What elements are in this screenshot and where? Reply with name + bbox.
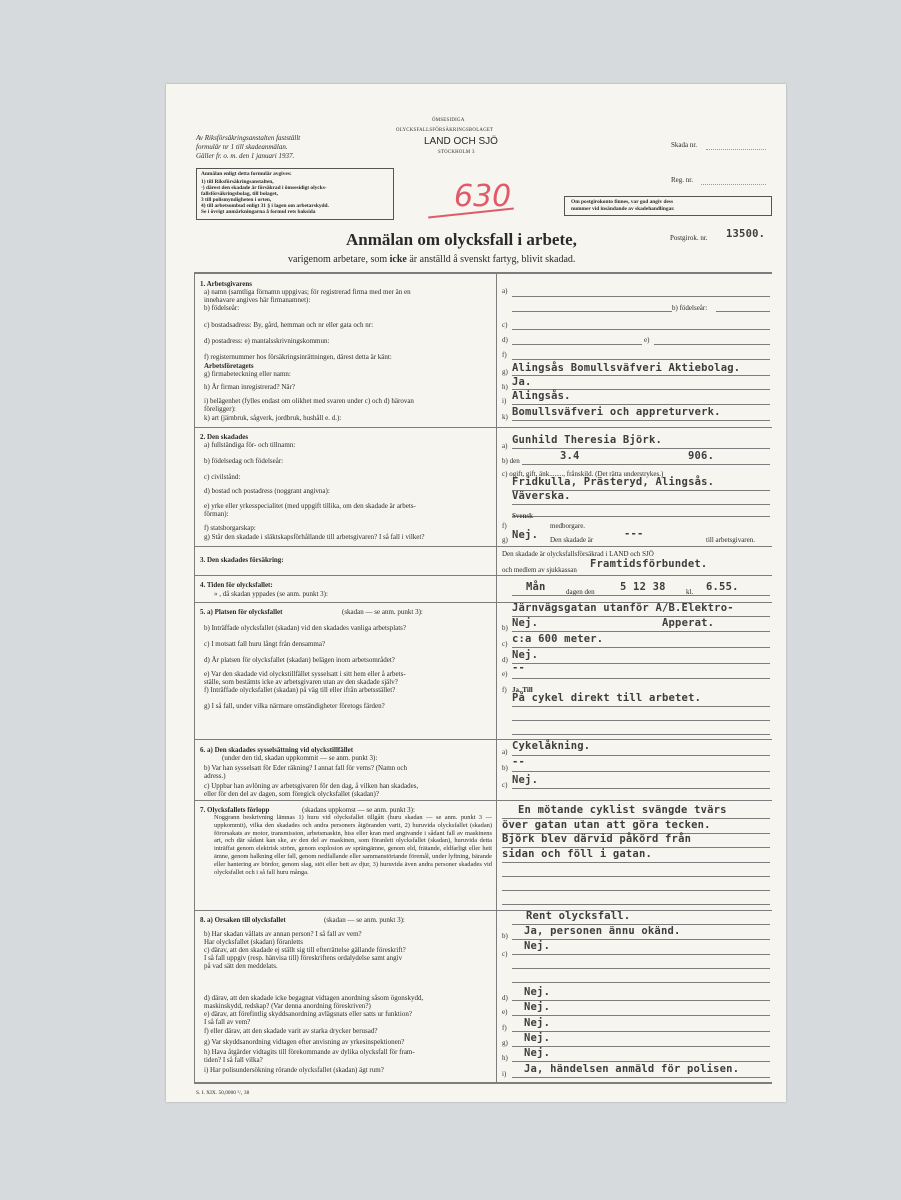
s5-answer-b: Nej.	[512, 617, 539, 629]
s8-answer-g: Nej.	[524, 1032, 551, 1044]
s2-title: 2. Den skadades	[200, 433, 249, 441]
s7-instructions: Noggrann beskrivning lämnas 1) huru vid olycksfallet tillgått (huru skadan — se anm. punkt 3 — uppkommit), vilka den skadades och andra personers åtgöranden varit, 2) huruvida olycksfallet (skadan) förorsakats av motor, transmission, arbetsmaskin, hiss eller kran med angivande i sådant fall av maskinens art, och där sådant kan ske, av den del av maskinen, som föranlett olycksfallet (skadan), huruvida detta inträffat genom elektrisk ström, genom explosion av sprängämne, genom eld, frätande, eldfarligt eller hett ämne, genom halkning eller fall, genom nedfallande eller sammanstörtande föremål, under lyftning, bärande eller hantering av bördor, genom slag, stöt eller bett av djur, 3) huruvida även andra personer skadades vid olycksfallet och i så fall huru många.	[214, 814, 492, 876]
s8-q-d2: maskinskydd, redskap? (Var denna anordning föreskriven?)	[204, 1002, 371, 1010]
s5-answer-d: Nej.	[512, 649, 539, 661]
s1-q-i2: föreligger):	[204, 405, 236, 413]
s6-q-b: b) Var han sysselsatt för Eder räkning? I annat fall för vems? (Namn och	[204, 764, 407, 772]
s4-q-2: » , då skadan yppades (se anm. punkt 3):	[214, 590, 328, 598]
s1-q-f: f) registernummer hos försäkringsinrättningen, därest detta är känt:	[204, 353, 392, 361]
s6-q-c2: eller för den del av dagen, som föregick olycksfallet (skadan)?	[204, 790, 379, 798]
s5-q-g: g) I så fall, under vilka närmare omständigheter företogs färden?	[204, 702, 385, 710]
s8-q-c: c) därav, att den skadade ej ställt sig till efterrättelse gällande föreskrift?	[204, 946, 406, 954]
s3-title: 3. Den skadades försäkring:	[200, 556, 284, 564]
s5-q-e: e) Var den skadade vid olyckstillfället sysselsatt i sitt hem eller å arbets-	[204, 670, 406, 678]
s2-answer-relation: ---	[624, 528, 644, 540]
s1-q-k: k) art (järnbruk, sågverk, jordbruk, hushåll e. d.):	[204, 414, 342, 422]
s5-answer-c: c:a 600 meter.	[512, 633, 604, 645]
authority-line-2: formulär nr 1 till skadeanmälan.	[196, 143, 288, 151]
instructions-box	[196, 168, 394, 220]
s8-q-e2: I så fall av vem?	[204, 1018, 251, 1026]
s8-answer-i: Ja, händelsen anmäld för polisen.	[524, 1063, 740, 1075]
s4-kl-label: kl.	[686, 588, 694, 596]
s1-q-d: d) postadress: e) mantalsskrivningskommun:	[204, 337, 330, 345]
s5-q-d: d) Är platsen för olycksfallet (skadan) belägen inom arbetsområdet?	[204, 656, 395, 664]
s5-answer-e: --	[512, 662, 526, 674]
s2-q-e: e) yrke eller yrkesspecialitet (med uppgift tillika, om den skadade är arbets-	[204, 502, 416, 510]
s1-q-a2: innehavare angives här firmanamnet):	[204, 296, 311, 304]
skada-label: Skada nr.	[671, 141, 698, 149]
s1-answer-i: Alingsås.	[512, 390, 571, 402]
s1-answer-h: Ja.	[512, 376, 532, 388]
s6-answer-a: Cykelåkning.	[512, 740, 591, 752]
form-subtitle	[288, 254, 575, 265]
s5-q-b: b) Inträffade olycksfallet (skadan) vid den skadades vanliga arbetsplats?	[204, 624, 407, 632]
s5-title: 5. a) Platsen för olycksfallet	[200, 608, 283, 616]
s7-title: 7. Olycksfallets förlopp	[200, 806, 270, 814]
s8-q-c3: på vad sätt den meddelats.	[204, 962, 278, 970]
s4-title: 4. Tiden för olycksfallet:	[200, 581, 273, 589]
form-print-code: S. I. XIX. 50,0000 ⁵/₁ 38	[196, 1090, 250, 1096]
s5-q-f: f) Inträffade olycksfallet (skadan) på väg till eller ifrån arbetsstället?	[204, 686, 396, 694]
s8-q-e: e) därav, att förefintlig skyddsanordning avlägsnats eller satts ur funktion?	[204, 1010, 412, 1018]
s1-answer-g: Alingsås Bomullsväfveri Aktiebolag.	[512, 362, 741, 374]
s2-right-g: Den skadade är	[550, 536, 594, 544]
s8-title-b: (skadan — se anm. punkt 3):	[324, 916, 405, 924]
instruction-line: 3 till polismyndigheten i orten,	[201, 197, 272, 203]
s5-answer-g: På cykel direkt till arbetet.	[512, 692, 702, 704]
s6-answer-c: Nej.	[512, 774, 539, 786]
s8-answer-f: Nej.	[524, 1017, 551, 1029]
s2-right-b: b) den	[502, 457, 520, 465]
s7-answer-line-2: över gatan utan att göra tecken.	[502, 819, 711, 831]
instruction-line: ·) därest den skadade är försäkrad i ömsesidigt olycks-	[201, 185, 327, 191]
s5-answer-a: Järnvägsgatan utanför A/B.Elektro-	[512, 602, 734, 614]
company-top: ÖMSESIDIGA	[432, 118, 465, 123]
s2-q-e2: förman):	[204, 510, 229, 518]
subtitle-part: är anställd å svenskt fartyg, blivit skadad.	[409, 254, 576, 265]
postgiro-note-line: Om postgirokonto finnes, var god angiv dess	[571, 199, 674, 205]
s8-answer-e: Nej.	[524, 1001, 551, 1013]
s1-q-g: g) firmabeteckning eller namn:	[204, 370, 291, 378]
s2-answer-address: Fridkulla, Prästeryd, Alingsås.	[512, 476, 715, 488]
s1-q-i: i) belägenhet (fylles endast om olikhet med svaren under c) och d) härovan	[204, 397, 414, 405]
s8-q-h2: tiden? I så fall vilka?	[204, 1056, 263, 1064]
s4-answer-time: 6.55.	[706, 581, 739, 593]
s6-q-c: c) Uppbar han avlöning av arbetsgivaren för den dag, å vilken han skadades,	[204, 782, 419, 790]
s8-title: 8. a) Orsaken till olycksfallet	[200, 916, 286, 924]
s1-q-b: b) födelseår:	[204, 304, 240, 312]
s2-answer-citizenship: Svensk	[512, 512, 534, 520]
s1-title: 1. Arbetsgivarens	[200, 280, 252, 288]
instruction-line: 4) till arbetsombud enligt 31 § i lagen om arbetarskydd.	[201, 203, 329, 209]
s7-answer-line-1: En mötande cyklist svängde tvärs	[518, 804, 727, 816]
s7-answer-line-4: sidan och föll i gatan.	[502, 848, 652, 860]
s3-right-2: och medlem av sjukkassan	[502, 566, 577, 574]
s2-right-g2: till arbetsgivaren.	[706, 536, 755, 544]
s6-answer-b: --	[512, 756, 526, 768]
postgirok-label: Postgirok. nr.	[670, 234, 708, 242]
instruction-line: 1) till Riksförsäkringsanstalten,	[201, 179, 274, 185]
postgiro-note-line: nummer vid insändande av skadehandlingar.	[571, 206, 675, 212]
company-subtitle: OLYCKSFALLSFÖRSÄKRINGSBOLAGET	[396, 128, 494, 133]
s4-answer-date: 5 12 38	[620, 581, 666, 593]
s7-title-b: (skadans uppkomst — se anm. punkt 3):	[302, 806, 415, 814]
s8-answer-c: Nej.	[524, 940, 551, 952]
s5-q-c: c) I motsatt fall huru långt från densamma?	[204, 640, 326, 648]
s8-answer-b: Ja, personen ännu okänd.	[524, 925, 681, 937]
s3-answer-sjukkassa: Framtidsförbundet.	[590, 558, 708, 570]
red-handwritten-mark: 630	[454, 179, 512, 214]
s7-answer-line-3: Björk blev därvid påkörd från	[502, 833, 692, 845]
instructions-title: Anmälan enligt detta formulär avgives:	[201, 171, 292, 177]
s1-answer-k: Bomullsväfveri och appreturverk.	[512, 406, 721, 418]
s8-q-b2: Har olycksfallet (skadan) föranletts	[204, 938, 303, 946]
s5-title-b: (skadan — se anm. punkt 3):	[342, 608, 423, 616]
s4-answer-day: Mån	[526, 581, 546, 593]
s5-answer-a2: Apperat.	[662, 617, 715, 629]
company-city: STOCKHOLM 3	[438, 150, 475, 155]
form-sheet: Av Riksförsäkringsanstalten fastställt formulär nr 1 till skadeanmälan. Gäller fr. o. m. den 1 januari 1937. Anmälan enligt detta formulär avgives: 1) till Riksförsäkringsanstalten, ·) därest den skadade är försäkrad i ömsesidigt olycks- fallsförsäkringsbolag, till bolaget, 3 till polismyndigheten i orten, 4) till arbetsombud enligt 31 § i lagen om arbetarskydd. Se i övrigt anmärkningarna å formul rets baksida ÖMSESIDIGA OLYCKSFALLSFÖRSÄKRINGSBOLAGET LAND OCH SJÖ STOCKHOLM 3 Skada nr. Reg. nr. 630 Om postgirokonto finnes, var god angiv dess nummer vid insändande av skadehandlingar. Anmälan om olycksfall i arbete, varigenom arbetare, som icke är anställd å svenskt fartyg, blivit skadad. Postgirok. nr. 13500. 1. Arbetsgivarens a) namn (samtliga förnamn uppgivas; för registrerad firma med mer än en innehavare angives här firmanamnet): b) födelseår: c) bostadsadress: By, gård, hemman och nr eller gata och nr: d) postadress: e) mantalsskrivningskommun: f) registernummer hos försäkringsinrättningen, därest detta är känt: Arbetsföretagets g) firmabeteckning eller namn: h) Är firman inregistrerad? När? i) belägenhet (fylles endast om olikhet med svaren under c) och d) härovan föreligger): k) art (järnbruk, sågverk, jordbruk, hushåll e. d.): a) b) födelseår: c) d) e) f) g) Alingsås Bomullsväfveri Aktiebolag. h) Ja. i) Alingsås. k) Bomullsväfveri och appreturverk. 2. Den skadades a) fullständiga för- och tillnamn: b) födelsedag och födelseår: c) civilstånd: d) bostad och postadress (noggrant angivna): e) yrke eller yrkesspecialitet (med uppgift tillika, om den skadade är arbets- förman): f) statsborgarskap: g) Står den skadade i släktskapsförhållande till arbetsgivaren? I så fall i vilket? a) Gunhild Theresia Björk. b) den 3.4 906. c) ogift, gift, änk........, frånskild. (Det rätta understrykes.) Fridkulla, Prästeryd, Alingsås. Väverska. f) Svensk medborgare. g) Nej. Den skadade är --- till arbetsgivaren. 3. Den skadades försäkring: Den skadade är olycksfallsförsäkrad i LAND och SJÖ och medlem av sjukkassan Framtidsförbundet. 4. Tiden för olycksfallet: » , då skadan yppades (se anm. punkt 3): Mån 5 12 38 6.55. dagen den kl. 5. a) Platsen för olycksfallet (skadan — se anm. punkt 3): b) Inträffade olycksfallet (skadan) vid den skadades vanliga arbetsplats? c) I motsatt fall huru långt från densamma? d) Är platsen för olycksfallet (skadan) belägen inom arbetsområdet? e) Var den skadade vid olyckstillfället sysselsatt i sitt hem eller å arbets- ställe, som bestämts icke av arbetsgivaren utan av den skadade själv? f) Inträffade olycksfallet (skadan) på väg till eller ifrån arbetsstället? g) I så fall, under vilka närmare omständigheter företogs färden? Järnvägsgatan utanför A/B.Elektro- b) Nej. Apperat. c) c:a 600 meter. d) Nej. e) -- f) Ja. Till På cykel direkt till arbetet. 6. a) Den skadades sysselsättning vid olyckstillfället (under den tid, skadan uppkommit — se anm. punkt 3): b) Var han sysselsatt för Eder räkning? I annat fall för vems? (Namn och adress.) c) Uppbar han avlöning av arbetsgivaren för den dag, å vilken han skadades, eller för den del av dagen, som föregick olycksfallet (skadan)? a) Cykelåkning. b) -- c) Nej. 7. Olycksfallets förlopp (skadans uppkomst — se anm. punkt 3): Noggrann beskrivning lämnas 1) huru vid olycksfallet tillgått (huru skadan — se anm. punkt 3 — uppkommit), vilka den skadades och andra personers åtgöranden varit, 2) huruvida olycksfallet (skadan) förorsakats av motor, transmission, arbetsmaskin, hiss eller kran med angivande i sådant fall av maskinens art, och där sådant kan ske, av den del av maskinen, som föranlett olycksfallet (skadan), huruvida detta inträffat genom elektrisk ström, genom explosion av sprängämne, genom eld, frätande, eldfarligt eller hett ämne, genom halkning eller fall, genom nedfallande eller sammanstörtande föremål, under lyftning, bärande eller hantering av bördor, genom slag, stöt eller bett av djur, 3) huruvida även andra personer skadades vid olycksfallet och i så fall huru många. En mötande cyklist svängde tvärs över gatan utan att göra tecken. Björk blev därvid påkörd från sidan och föll i gatan. 8. a) Orsaken till olycksfallet (skadan — se anm. punkt 3): b) Har skadan vållats av annan person? I så fall av vem? Har olycksfallet (skadan) föranletts c) därav, att den skadade ej ställt sig till efterrättelse gällande föreskrift? I så fall uppgiv (resp. hänvisa till) föreskriftens ordalydelse samt angiv på vad sätt den meddelats. d) därav, att den skadade icke begagnat vidtagen anordning såsom ögonskydd, maskinskydd, redskap? (Var denna anordning föreskriven?) e) därav, att förefintlig skyddsanordning avlägsnats eller satts ur funktion? I så fall av vem? f) eller därav, att den skadade varit av starka drycker berusad? g) Var skyddsanordning vidtagen efter anvisning av yrkesinspektionen? h) Hava åtgärder vidtagits till förekommande av dylika olycksfall för fram- tiden? I så fall vilka? i) Har polisundersökning rörande olycksfallet (skadan) ägt rum? Rent olycksfall. b) Ja, personen ännu okänd. c) Nej. d) Nej. e) Nej. f) Nej. g) Nej. h) Nej. i) Ja, händelsen anmäld för polisen. S. I. XIX. 50,0000 ⁵/₁ 38	[166, 84, 786, 1102]
s8-q-i: i) Har polisundersökning rörande olycksfallet (skadan) ägt rum?	[204, 1066, 384, 1074]
s4-dagen-label: dagen den	[566, 588, 595, 596]
s2-answer-birthday: 3.4	[560, 450, 580, 462]
postgiro-note-box	[564, 196, 772, 216]
reg-label: Reg. nr.	[671, 176, 693, 184]
s1-subtitle: Arbetsföretagets	[204, 362, 254, 370]
s2-q-c: c) civilstånd:	[204, 473, 241, 481]
postgirok-value: 13500.	[726, 228, 766, 240]
s2-right-f: medborgare.	[550, 522, 586, 530]
s8-q-f: f) eller därav, att den skadade varit av starka drycker berusad?	[204, 1027, 378, 1035]
s1-right-birthyear: b) födelseår:	[672, 304, 708, 312]
form-title: Anmälan om olycksfall i arbete,	[346, 230, 577, 249]
s2-q-g: g) Står den skadade i släktskapsförhållande till arbetsgivaren? I så fall i vilket?	[204, 533, 425, 541]
s8-answer-a: Rent olycksfall.	[526, 910, 631, 922]
subtitle-icke: icke	[389, 254, 407, 265]
s8-q-h: h) Hava åtgärder vidtagits till förekommande av dylika olycksfall för fram-	[204, 1048, 415, 1056]
s3-right-1: Den skadade är olycksfallsförsäkrad i LAND och SJÖ	[502, 550, 654, 558]
s8-answer-h: Nej.	[524, 1047, 551, 1059]
instruction-line: Se i övrigt anmärkningarna å formul rets baksida	[201, 209, 316, 215]
s6-q-a2: (under den tid, skadan uppkommit — se anm. punkt 3):	[222, 754, 378, 762]
s8-q-d: d) därav, att den skadade icke begagnat vidtagen anordning såsom ögonskydd,	[204, 994, 424, 1002]
s2-answer-occupation: Väverska.	[512, 490, 571, 502]
subtitle-part: varigenom arbetare, som	[288, 254, 388, 265]
s1-q-c: c) bostadsadress: By, gård, hemman och nr eller gata och nr:	[204, 321, 374, 329]
s1-q-h: h) Är firman inregistrerad? När?	[204, 383, 295, 391]
s1-q-a: a) namn (samtliga förnamn uppgivas; för registrerad firma med mer än en	[204, 288, 411, 296]
s2-answer-related: Nej.	[512, 529, 539, 541]
authority-line-3: Gäller fr. o. m. den 1 januari 1937.	[196, 152, 295, 160]
s8-q-b: b) Har skadan vållats av annan person? I så fall av vem?	[204, 930, 362, 938]
s2-answer-name: Gunhild Theresia Björk.	[512, 434, 662, 446]
s5-q-e2: ställe, som bestämts icke av arbetsgivaren utan av den skadade själv?	[204, 678, 398, 686]
instruction-line: fallsförsäkringsbolag, till bolaget,	[201, 191, 278, 197]
s8-q-c2: I så fall uppgiv (resp. hänvisa till) föreskriftens ordalydelse samt angiv	[204, 954, 403, 962]
authority-line-1: Av Riksförsäkringsanstalten fastställt	[196, 134, 301, 142]
s6-title: 6. a) Den skadades sysselsättning vid olyckstillfället	[200, 746, 354, 754]
s2-q-d: d) bostad och postadress (noggrant angivna):	[204, 487, 330, 495]
s8-q-g: g) Var skyddsanordning vidtagen efter anvisning av yrkesinspektionen?	[204, 1038, 405, 1046]
s2-answer-birthyear: 906.	[688, 450, 715, 462]
company-name: LAND OCH SJÖ	[424, 136, 498, 147]
s5-answer-f: Ja. Till	[512, 686, 533, 694]
s2-right-c: c) ogift, gift, änk........, frånskild. (Det rätta understrykes.)	[502, 470, 664, 478]
s8-answer-d: Nej.	[524, 986, 551, 998]
s2-q-f: f) statsborgarskap:	[204, 524, 256, 532]
s2-q-a: a) fullständiga för- och tillnamn:	[204, 441, 296, 449]
s6-q-b2: adress.)	[204, 772, 226, 780]
s2-q-b: b) födelsedag och födelseår:	[204, 457, 284, 465]
